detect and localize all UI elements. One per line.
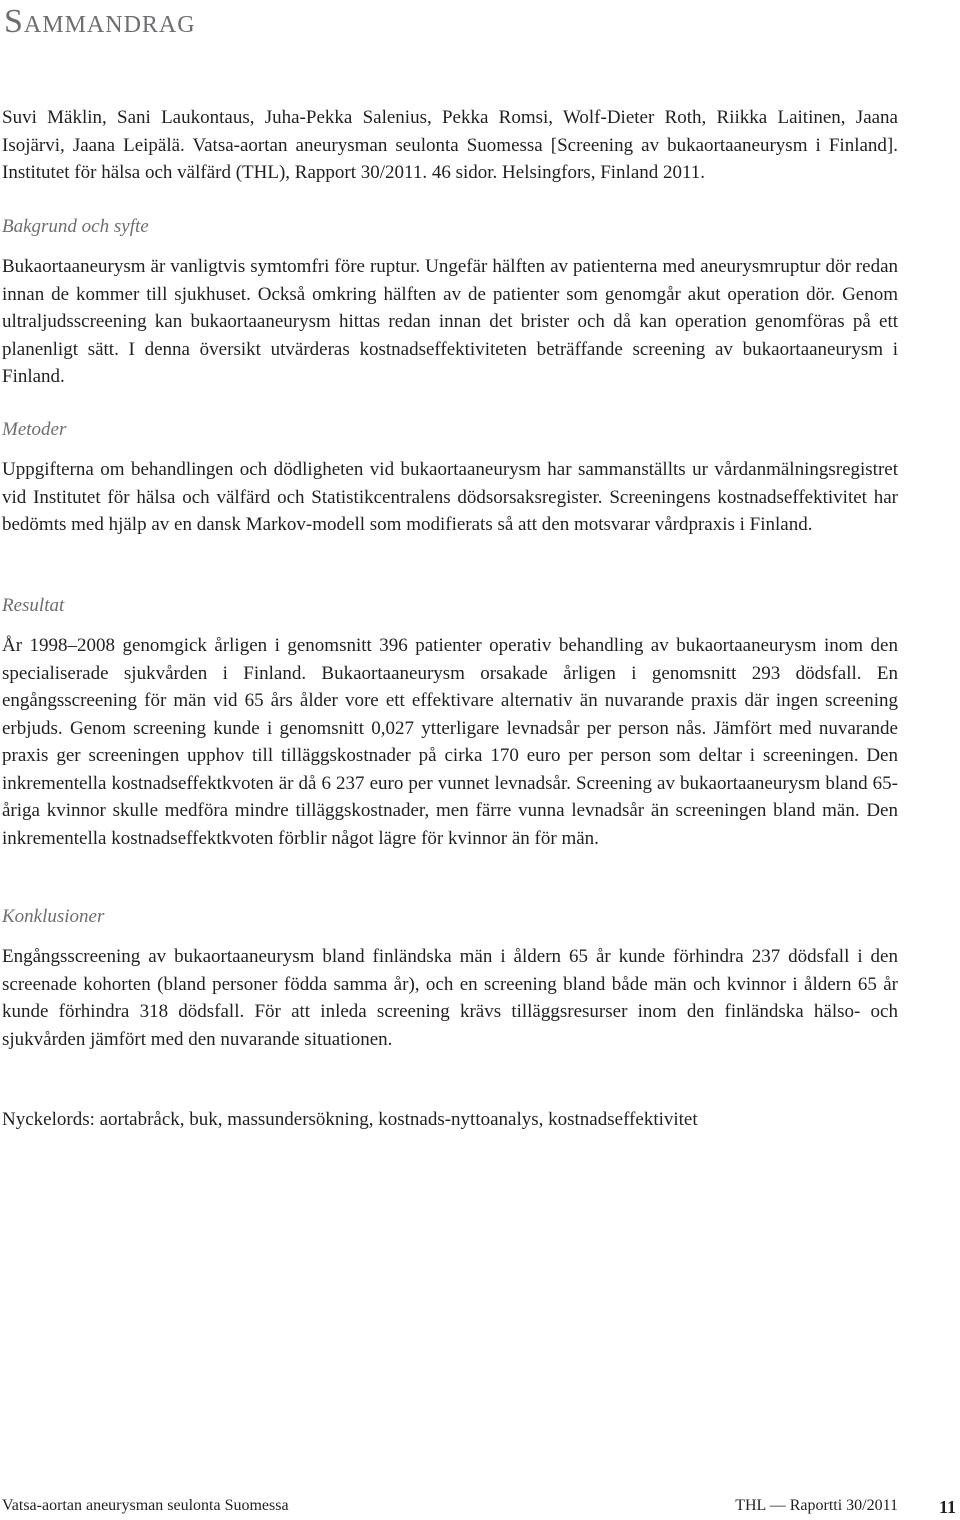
- section-text-background: Bukaortaaneurysm är vanligtvis symtomfri före ruptur. Ungefär hälften av patienterna med aneurysmruptur dör redan innan de kommer till sjukhuset. Också omkring hälften av de patienter som genomgår akut operation dör. Genom ultraljudsscreening kan bukaortaaneurysm hittas redan innan det brister och då kan operation genomföras på ett planenligt sätt. I denna översikt utvärderas kostnadseffektiviteten beträffande screening av bukaortaaneurysm i Finland.: [2, 256, 898, 387]
- footer-report-title: Vatsa-aortan aneurysman seulonta Suomessa: [2, 1497, 289, 1514]
- citation-paragraph: Suvi Mäklin, Sani Laukontaus, Juha-Pekka Salenius, Pekka Romsi, Wolf-Dieter Roth, Riikka Laitinen, Jaana Isojärvi, Jaana Leipälä. Vatsa-aortan aneurysman seulonta Suomessa [Screening av bukaortaaneurysm i Finland]. Institutet för hälsa och välfärd (THL), Rapport 30/2011. 46 sidor. Helsingfors, Finland 2011.: [2, 107, 898, 183]
- section-text-conclusions: Engångsscreening av bukaortaaneurysm bland finländska män i åldern 65 år kunde förhindra 237 dödsfall i den screenade kohorten (bland personer födda samma år), och en screening bland både män och kvinnor i åldern 65 år kunde förhindra 318 dödsfall. För att inleda screening krävs tilläggsresurser inom den finländska hälso- och sjukvården jämfört med den nuvarande situationen.: [2, 946, 898, 1050]
- section-text-methods: Uppgifterna om behandlingen och dödligheten vid bukaortaaneurysm har sammanställts ur vårdanmälningsregistret vid Institutet för hälsa och välfärd och Statistikcentralens dödsorsaksregister. Screeningens kostnadseffektivitet har bedömts med hjälp av en dansk Markov-modell som modifierats så att den motsvarar vårdpraxis i Finland.: [2, 459, 898, 535]
- section-heading-results: Resultat: [2, 595, 65, 616]
- page-number: 11: [938, 1497, 956, 1517]
- footer-report-series: THL — Raportti 30/2011: [735, 1497, 898, 1514]
- page-title: Sammandrag: [4, 3, 196, 40]
- section-text-results: År 1998–2008 genomgick årligen i genomsnitt 396 patienter operativ behandling av bukaortaaneurysm inom den specialiserade sjukvården i Finland. Bukaortaaneurysm orsakade årligen i genomsnitt 293 dödsfall. En engångsscreening för män vid 65 års ålder vore ett effektivare alternativ än nuvarande praxis där ingen screening erbjuds. Genom screening kunde i genomsnitt 0,027 ytterligare levnadsår per person nås. Jämfört med nuvarande praxis ger screeningen upphov till tilläggskostnader på cirka 170 euro per person som deltar i screeningen. Den inkrementella kostnadseffektkvoten är då 6 237 euro per vunnet levnadsår. Screening av bukaortaaneurysm bland 65-åriga kvinnor skulle medföra mindre tilläggskostnader, men färre vunna levnadsår än screeningen bland män. Den inkrementella kostnadseffektkvoten förblir något lägre för kvinnor än för män.: [2, 635, 898, 849]
- section-heading-methods: Metoder: [2, 419, 67, 440]
- section-heading-conclusions: Konklusioner: [2, 906, 105, 927]
- keywords-line: Nyckelords: aortabråck, buk, massundersökning, kostnads-nyttoanalys, kostnadseffektivitet: [2, 1109, 698, 1130]
- section-heading-background: Bakgrund och syfte: [2, 216, 149, 237]
